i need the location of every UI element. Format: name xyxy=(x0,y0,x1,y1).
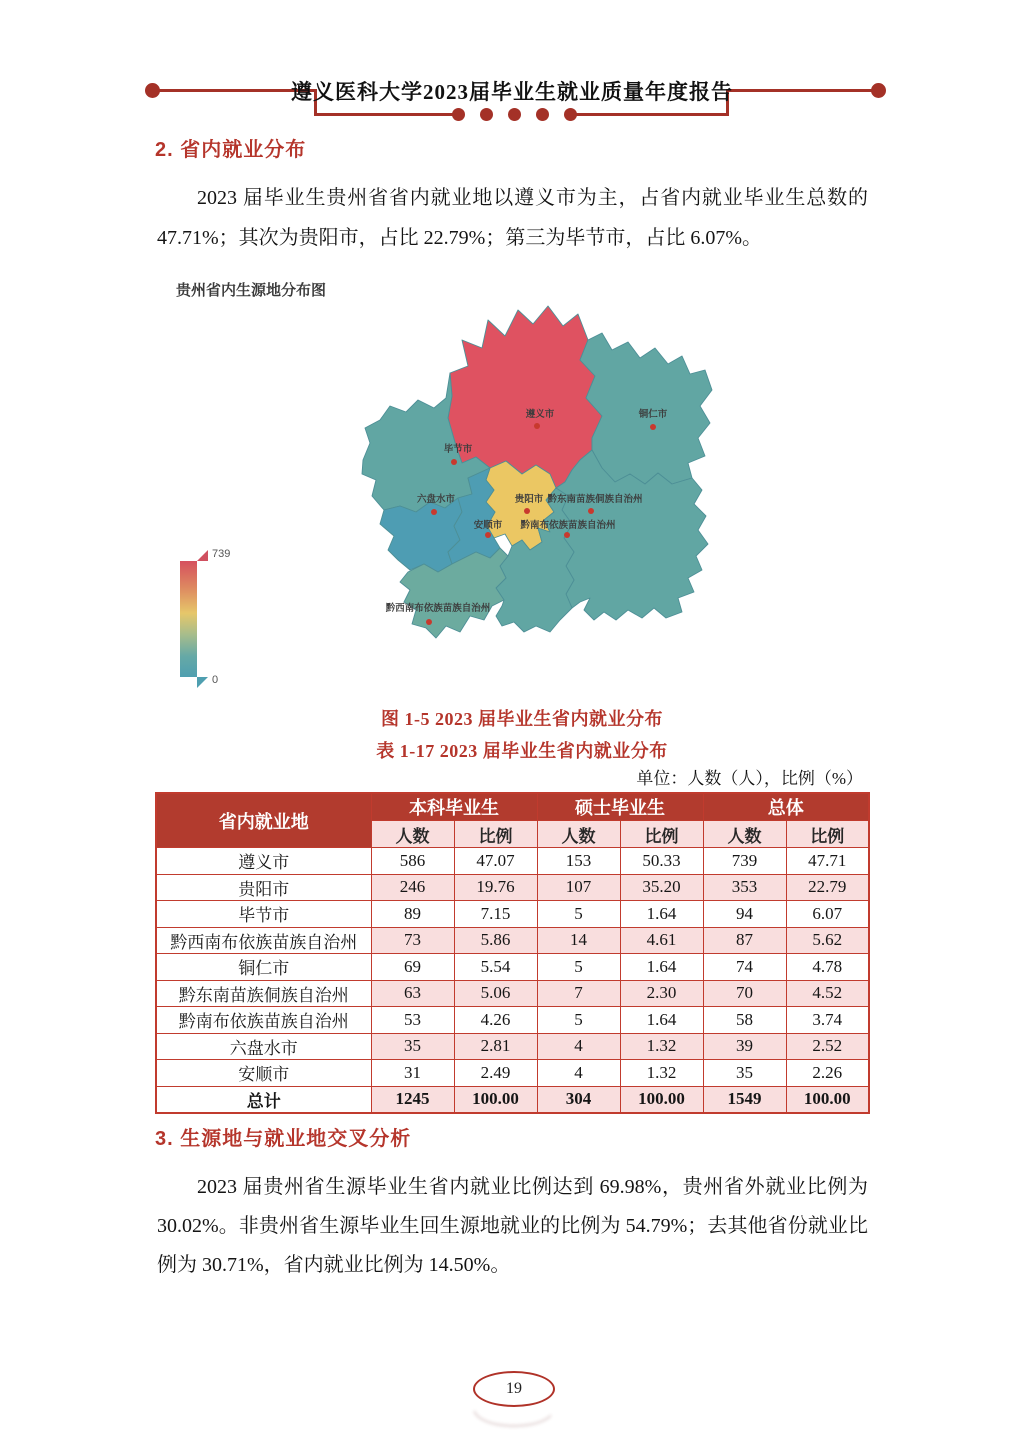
header-undergraduate: 本科毕业生 xyxy=(371,793,537,821)
page-number-reflection xyxy=(473,1411,551,1427)
value-cell: 246 xyxy=(371,874,454,901)
value-cell: 94 xyxy=(703,901,786,928)
table-row xyxy=(156,848,869,875)
guizhou-map xyxy=(350,298,730,653)
table-row xyxy=(156,874,869,901)
value-cell: 5 xyxy=(537,954,620,981)
region-cell: 黔东南苗族侗族自治州 xyxy=(156,980,371,1007)
marker-guiyang xyxy=(524,508,530,514)
header-dot-1 xyxy=(452,108,465,121)
map-legend xyxy=(178,548,248,693)
value-cell: 35 xyxy=(703,1060,786,1087)
region-cell: 黔西南布依族苗族自治州 xyxy=(156,927,371,954)
marker-qiandongnan xyxy=(588,508,594,514)
label-zunyi: 遵义市 xyxy=(525,409,555,420)
subheader-count-3: 人数 xyxy=(703,821,786,848)
value-cell: 5.06 xyxy=(454,980,537,1007)
value-cell: 100.00 xyxy=(454,1086,537,1113)
region-cell: 毕节市 xyxy=(156,901,371,928)
unit-note: 单位：人数（人），比例（%） xyxy=(636,769,863,788)
value-cell: 586 xyxy=(371,848,454,875)
value-cell: 31 xyxy=(371,1060,454,1087)
value-cell: 14 xyxy=(537,927,620,954)
value-cell: 1.32 xyxy=(620,1033,703,1060)
value-cell: 6.07 xyxy=(786,901,869,928)
subheader-ratio-2: 比例 xyxy=(620,821,703,848)
header-dot-4 xyxy=(536,108,549,121)
header-region: 省内就业地 xyxy=(156,793,371,848)
region-liupanshui xyxy=(380,498,462,572)
value-cell: 5 xyxy=(537,1007,620,1034)
value-cell: 2.30 xyxy=(620,980,703,1007)
label-anshun: 安顺市 xyxy=(473,520,503,531)
marker-qiannan xyxy=(564,532,570,538)
region-cell: 安顺市 xyxy=(156,1060,371,1087)
region-cell: 黔南布依族苗族自治州 xyxy=(156,1007,371,1034)
table-row xyxy=(156,1033,869,1060)
table-row xyxy=(156,1060,869,1087)
header-line-bottom-right xyxy=(574,113,726,116)
subheader-count-1: 人数 xyxy=(371,821,454,848)
region-cell: 贵阳市 xyxy=(156,874,371,901)
value-cell: 53 xyxy=(371,1007,454,1034)
header-dot-2 xyxy=(480,108,493,121)
value-cell: 1245 xyxy=(371,1086,454,1113)
value-cell: 69 xyxy=(371,954,454,981)
value-cell: 39 xyxy=(703,1033,786,1060)
subheader-count-2: 人数 xyxy=(537,821,620,848)
value-cell: 4.26 xyxy=(454,1007,537,1034)
header-master: 硕士毕业生 xyxy=(537,793,703,821)
region-cell: 遵义市 xyxy=(156,848,371,875)
region-cell: 铜仁市 xyxy=(156,954,371,981)
header-dot-3 xyxy=(508,108,521,121)
value-cell: 87 xyxy=(703,927,786,954)
value-cell: 5.86 xyxy=(454,927,537,954)
value-cell: 35.20 xyxy=(620,874,703,901)
map-title: 贵州省内生源地分布图 xyxy=(176,282,327,299)
legend-max-value: 739 xyxy=(212,548,231,560)
value-cell: 70 xyxy=(703,980,786,1007)
legend-min-arrow-icon xyxy=(197,677,208,688)
subheader-ratio-3: 比例 xyxy=(786,821,869,848)
value-cell: 2.49 xyxy=(454,1060,537,1087)
value-cell: 89 xyxy=(371,901,454,928)
section2-paragraph: 2023 届毕业生贵州省省内就业地以遵义市为主，占省内就业毕业生总数的47.71%；其次为贵阳市，占比 22.79%；第三为毕节市，占比 6.07%。 xyxy=(157,187,868,249)
region-cell: 总计 xyxy=(156,1086,371,1113)
value-cell: 73 xyxy=(371,927,454,954)
marker-zunyi xyxy=(534,423,540,429)
value-cell: 4.52 xyxy=(786,980,869,1007)
label-qianxinan: 黔西南布依族苗族自治州 xyxy=(385,603,491,614)
value-cell: 19.76 xyxy=(454,874,537,901)
section3-heading: 3. 生源地与就业地交叉分析 xyxy=(155,1128,412,1150)
marker-anshun xyxy=(485,532,491,538)
value-cell: 353 xyxy=(703,874,786,901)
marker-liupanshui xyxy=(431,509,437,515)
marker-qianxinan xyxy=(426,619,432,625)
value-cell: 1.64 xyxy=(620,901,703,928)
value-cell: 7.15 xyxy=(454,901,537,928)
value-cell: 100.00 xyxy=(620,1086,703,1113)
table-caption: 表 1-17 2023 届毕业生省内就业分布 xyxy=(376,741,668,761)
table-row xyxy=(156,1007,869,1034)
table-row xyxy=(156,901,869,928)
value-cell: 47.71 xyxy=(786,848,869,875)
value-cell: 107 xyxy=(537,874,620,901)
report-header-title: 遵义医科大学2023届毕业生就业质量年度报告 xyxy=(291,80,733,104)
value-cell: 2.26 xyxy=(786,1060,869,1087)
marker-tongren xyxy=(650,424,656,430)
value-cell: 739 xyxy=(703,848,786,875)
legend-gradient-bar xyxy=(180,561,197,677)
figure-caption: 图 1-5 2023 届毕业生省内就业分布 xyxy=(381,709,663,729)
value-cell: 153 xyxy=(537,848,620,875)
value-cell: 2.52 xyxy=(786,1033,869,1060)
value-cell: 1.64 xyxy=(620,1007,703,1034)
section3-paragraph: 2023 届贵州省生源毕业生省内就业比例达到 69.98%，贵州省外就业比例为 30.02%。非贵州省生源毕业生回生源地就业的比例为 54.79%；去其他省份就业比例为 30.71%，省内就业比例为 14.50%。 xyxy=(157,1176,868,1276)
section2-heading: 2. 省内就业分布 xyxy=(155,139,307,161)
value-cell: 7 xyxy=(537,980,620,1007)
legend-max-arrow-icon xyxy=(197,550,208,561)
label-qiannan: 黔南布依族苗族自治州 xyxy=(520,520,616,531)
table-group-header-row xyxy=(156,793,869,821)
value-cell: 2.81 xyxy=(454,1033,537,1060)
table-total-row xyxy=(156,1086,869,1113)
employment-distribution-table xyxy=(155,792,870,1114)
value-cell: 22.79 xyxy=(786,874,869,901)
label-guiyang: 贵阳市 xyxy=(514,494,544,505)
value-cell: 304 xyxy=(537,1086,620,1113)
marker-bijie xyxy=(451,459,457,465)
value-cell: 1.64 xyxy=(620,954,703,981)
value-cell: 50.33 xyxy=(620,848,703,875)
page-number: 19 xyxy=(473,1371,555,1407)
header-total: 总体 xyxy=(703,793,869,821)
value-cell: 4 xyxy=(537,1033,620,1060)
label-bijie: 毕节市 xyxy=(443,444,473,455)
legend-min-value: 0 xyxy=(212,674,219,686)
label-liupanshui: 六盘水市 xyxy=(416,494,456,505)
value-cell: 35 xyxy=(371,1033,454,1060)
value-cell: 5 xyxy=(537,901,620,928)
label-tongren: 铜仁市 xyxy=(638,409,668,420)
table-row xyxy=(156,927,869,954)
table-row xyxy=(156,980,869,1007)
value-cell: 63 xyxy=(371,980,454,1007)
value-cell: 3.74 xyxy=(786,1007,869,1034)
value-cell: 1.32 xyxy=(620,1060,703,1087)
table-row xyxy=(156,954,869,981)
value-cell: 47.07 xyxy=(454,848,537,875)
value-cell: 4.61 xyxy=(620,927,703,954)
value-cell: 1549 xyxy=(703,1086,786,1113)
value-cell: 4.78 xyxy=(786,954,869,981)
header-line-bottom-left xyxy=(314,113,462,116)
value-cell: 58 xyxy=(703,1007,786,1034)
value-cell: 4 xyxy=(537,1060,620,1087)
value-cell: 100.00 xyxy=(786,1086,869,1113)
region-cell: 六盘水市 xyxy=(156,1033,371,1060)
subheader-ratio-1: 比例 xyxy=(454,821,537,848)
value-cell: 5.62 xyxy=(786,927,869,954)
label-qiandongnan: 黔东南苗族侗族自治州 xyxy=(547,494,643,505)
value-cell: 5.54 xyxy=(454,954,537,981)
value-cell: 74 xyxy=(703,954,786,981)
